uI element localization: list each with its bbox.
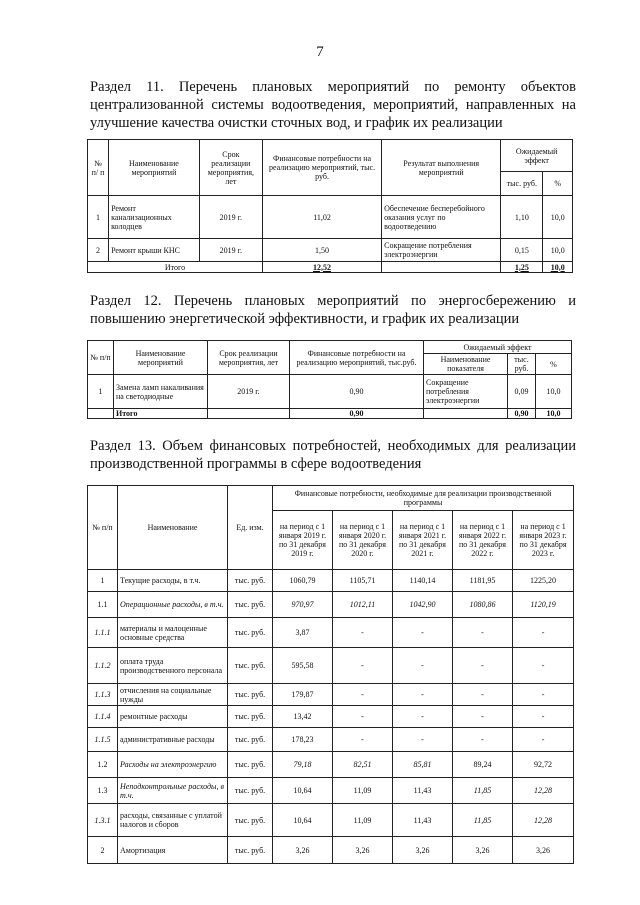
table-row xyxy=(88,728,574,752)
cell: - xyxy=(333,618,393,648)
cell: 1 xyxy=(88,375,114,409)
cell: тыс. руб. xyxy=(228,648,273,684)
col-effect-header: Ожидаемый эффект xyxy=(501,140,573,172)
cell: 3,26 xyxy=(273,837,333,864)
cell: 3,26 xyxy=(513,837,574,864)
cell: - xyxy=(513,618,574,648)
cell: 179,87 xyxy=(273,684,333,706)
col-period-2020: на период с 1 января 2020 г. по 31 декабря 2020 г. xyxy=(333,511,393,570)
cell: 11,85 xyxy=(453,804,513,837)
cell: 1.1.5 xyxy=(88,728,118,752)
table-row xyxy=(88,618,574,648)
col-eff-pct-header: % xyxy=(536,354,572,375)
cell: 3,26 xyxy=(393,837,453,864)
cell: 85,81 xyxy=(393,752,453,778)
cell: отчисления на социальные нужды xyxy=(118,684,228,706)
col-name-header: Наименование мероприятий xyxy=(109,140,200,196)
col-fin-header: Финансовые потребности на реализацию мероприятий, тыс. руб. xyxy=(262,140,381,196)
table-row xyxy=(88,804,574,837)
table-row xyxy=(88,837,574,864)
cell: Амортизация xyxy=(118,837,228,864)
cell: тыс. руб. xyxy=(228,684,273,706)
col-result-header: Результат выполнения мероприятий xyxy=(382,140,501,196)
cell: 1120,19 xyxy=(513,592,574,618)
cell: 13,42 xyxy=(273,706,333,728)
col-period-2019: на период с 1 января 2019 г. по 31 декабря 2019 г. xyxy=(273,511,333,570)
cell: Ремонт канализационных колодцев xyxy=(109,196,200,239)
cell: 0,15 xyxy=(501,239,543,262)
col-unit-header: Ед. изм. xyxy=(228,486,273,570)
cell: Обеспечение бесперебойного оказания услуг по водоотведению xyxy=(382,196,501,239)
cell: 2019 г. xyxy=(199,196,262,239)
cell: 1.1.2 xyxy=(88,648,118,684)
cell: 3,87 xyxy=(273,618,333,648)
cell: - xyxy=(453,706,513,728)
section-13-heading: Раздел 13. Объем финансовых потребностей, необходимых для реализации производственной программы в сфере водоотведения xyxy=(90,438,576,472)
cell: материалы и малоценные основные средства xyxy=(118,618,228,648)
cell: 1,10 xyxy=(501,196,543,239)
cell: Сокращение потребления электроэнергии xyxy=(382,239,501,262)
cell: 12,28 xyxy=(513,804,574,837)
cell: - xyxy=(453,648,513,684)
table-row xyxy=(88,196,573,239)
cell: 0,90 xyxy=(290,375,424,409)
cell: 1.1.1 xyxy=(88,618,118,648)
cell: - xyxy=(333,684,393,706)
total-row xyxy=(88,409,572,419)
cell: административные расходы xyxy=(118,728,228,752)
table-row xyxy=(88,570,574,592)
cell: - xyxy=(453,728,513,752)
cell: - xyxy=(513,648,574,684)
cell: Расходы на электроэнергию xyxy=(118,752,228,778)
cell: 10,64 xyxy=(273,804,333,837)
cell: оплата труда производственного персонала xyxy=(118,648,228,684)
col-effect-header: Ожидаемый эффект xyxy=(424,341,572,354)
cell: Замена ламп накаливания на светодиодные xyxy=(114,375,208,409)
cell: ремонтные расходы xyxy=(118,706,228,728)
table-row xyxy=(88,752,574,778)
cell: - xyxy=(333,728,393,752)
table-row xyxy=(88,375,572,409)
cell: 11,43 xyxy=(393,804,453,837)
table-row xyxy=(88,684,574,706)
cell: - xyxy=(333,706,393,728)
cell xyxy=(424,409,508,419)
col-term-header: Срок реализации мероприятия, лет xyxy=(208,341,290,375)
col-num-header: № п/п xyxy=(88,486,118,570)
col-num-header: № п/п xyxy=(88,341,114,375)
cell: 1,50 xyxy=(262,239,381,262)
col-period-2022: на период с 1 января 2022 г. по 31 декабря 2022 г. xyxy=(453,511,513,570)
cell: 1080,86 xyxy=(453,592,513,618)
cell: 1140,14 xyxy=(393,570,453,592)
total-fin: 12,52 xyxy=(262,262,381,273)
cell: Операционные расходы, в т.ч. xyxy=(118,592,228,618)
cell: - xyxy=(393,728,453,752)
cell: 1181,95 xyxy=(453,570,513,592)
cell: 10,0 xyxy=(543,239,573,262)
table-row xyxy=(88,592,574,618)
cell: - xyxy=(393,648,453,684)
cell: 10,0 xyxy=(536,375,572,409)
cell: 89,24 xyxy=(453,752,513,778)
cell: 10,64 xyxy=(273,778,333,804)
section-11-table xyxy=(87,139,573,273)
cell: 1105,71 xyxy=(333,570,393,592)
cell: Неподконтрольные расходы, в т.ч. xyxy=(118,778,228,804)
cell: 11,09 xyxy=(333,778,393,804)
table-row xyxy=(88,648,574,684)
section-12-table xyxy=(87,340,572,419)
cell: тыс. руб. xyxy=(228,706,273,728)
cell: 1.2 xyxy=(88,752,118,778)
cell: 12,28 xyxy=(513,778,574,804)
cell: - xyxy=(453,618,513,648)
cell: 1.1.3 xyxy=(88,684,118,706)
cell: Ремонт крыши КНС xyxy=(109,239,200,262)
cell: - xyxy=(393,684,453,706)
cell: - xyxy=(333,648,393,684)
cell: 11,85 xyxy=(453,778,513,804)
table-row xyxy=(88,239,573,262)
cell: 82,51 xyxy=(333,752,393,778)
section-12-heading: Раздел 12. Перечень плановых мероприятий по энергосбережению и повышению энергетической эффективности, и график их реализации xyxy=(90,293,576,327)
cell: 1060,79 xyxy=(273,570,333,592)
col-fin-header: Финансовые потребности, необходимые для реализации производственной программы xyxy=(273,486,574,511)
cell: расходы, связанные с уплатой налогов и сборов xyxy=(118,804,228,837)
cell: 1.1 xyxy=(88,592,118,618)
cell: Текущие расходы, в т.ч. xyxy=(118,570,228,592)
cell: 11,09 xyxy=(333,804,393,837)
cell: 1.1.4 xyxy=(88,706,118,728)
cell: - xyxy=(393,706,453,728)
col-eff-pct-header: % xyxy=(543,172,573,196)
cell: тыс. руб. xyxy=(228,618,273,648)
cell: 2 xyxy=(88,239,109,262)
col-eff-unit-header: тыс. руб. xyxy=(501,172,543,196)
col-name-header: Наименование xyxy=(118,486,228,570)
total-row xyxy=(88,262,573,273)
cell: 10,0 xyxy=(543,196,573,239)
cell: - xyxy=(393,618,453,648)
cell xyxy=(208,409,290,419)
total-pct: 10,0 xyxy=(543,262,573,273)
cell: - xyxy=(513,706,574,728)
cell: тыс. руб. xyxy=(228,752,273,778)
cell: 1012,11 xyxy=(333,592,393,618)
cell: 92,72 xyxy=(513,752,574,778)
cell: 2019 г. xyxy=(199,239,262,262)
cell: 3,26 xyxy=(453,837,513,864)
total-label: Итого xyxy=(88,262,263,273)
section-13-table xyxy=(87,485,574,864)
cell: 2 xyxy=(88,837,118,864)
cell: тыс. руб. xyxy=(228,728,273,752)
col-term-header: Срок реализации мероприятия, лет xyxy=(199,140,262,196)
cell: 11,43 xyxy=(393,778,453,804)
col-eff-unit-header: тыс. руб. xyxy=(508,354,536,375)
cell: 11,02 xyxy=(262,196,381,239)
cell: - xyxy=(453,684,513,706)
cell: тыс. руб. xyxy=(228,592,273,618)
cell: тыс. руб. xyxy=(228,804,273,837)
cell xyxy=(88,409,114,419)
col-num-header: № п/ п xyxy=(88,140,109,196)
table-row xyxy=(88,778,574,804)
cell: 1042,90 xyxy=(393,592,453,618)
col-period-2023: на период с 1 января 2023 г. по 31 декабря 2023 г. xyxy=(513,511,574,570)
col-indicator-header: Наименование показателя xyxy=(424,354,508,375)
table-row xyxy=(88,706,574,728)
cell: - xyxy=(513,728,574,752)
cell: 1.3 xyxy=(88,778,118,804)
cell xyxy=(382,262,501,273)
cell: 1225,20 xyxy=(513,570,574,592)
cell: 178,23 xyxy=(273,728,333,752)
col-fin-header: Финансовые потребности на реализацию мероприятий, тыс.руб. xyxy=(290,341,424,375)
cell: 970,97 xyxy=(273,592,333,618)
cell: 1.3.1 xyxy=(88,804,118,837)
total-label: Итого xyxy=(114,409,208,419)
cell: - xyxy=(513,684,574,706)
cell: 3,26 xyxy=(333,837,393,864)
section-11-heading: Раздел 11. Перечень плановых мероприятий по ремонту объектов централизованной системы водоотведения, мероприятий, направленных на улучшение качества очистки сточных вод, и график их реализации xyxy=(90,79,576,131)
total-pct: 10,0 xyxy=(536,409,572,419)
cell: 0,09 xyxy=(508,375,536,409)
page-number: 7 xyxy=(316,44,324,60)
col-name-header: Наименование мероприятий xyxy=(114,341,208,375)
total-eff: 0,90 xyxy=(508,409,536,419)
cell: тыс. руб. xyxy=(228,778,273,804)
cell: тыс. руб. xyxy=(228,570,273,592)
cell: тыс. руб. xyxy=(228,837,273,864)
cell: 1 xyxy=(88,570,118,592)
col-period-2021: на период с 1 января 2021 г. по 31 декабря 2021 г. xyxy=(393,511,453,570)
cell: Сокращение потребления электроэнергии xyxy=(424,375,508,409)
cell: 595,58 xyxy=(273,648,333,684)
total-eff: 1,25 xyxy=(501,262,543,273)
cell: 2019 г. xyxy=(208,375,290,409)
cell: 1 xyxy=(88,196,109,239)
cell: 79,18 xyxy=(273,752,333,778)
total-fin: 0,90 xyxy=(290,409,424,419)
